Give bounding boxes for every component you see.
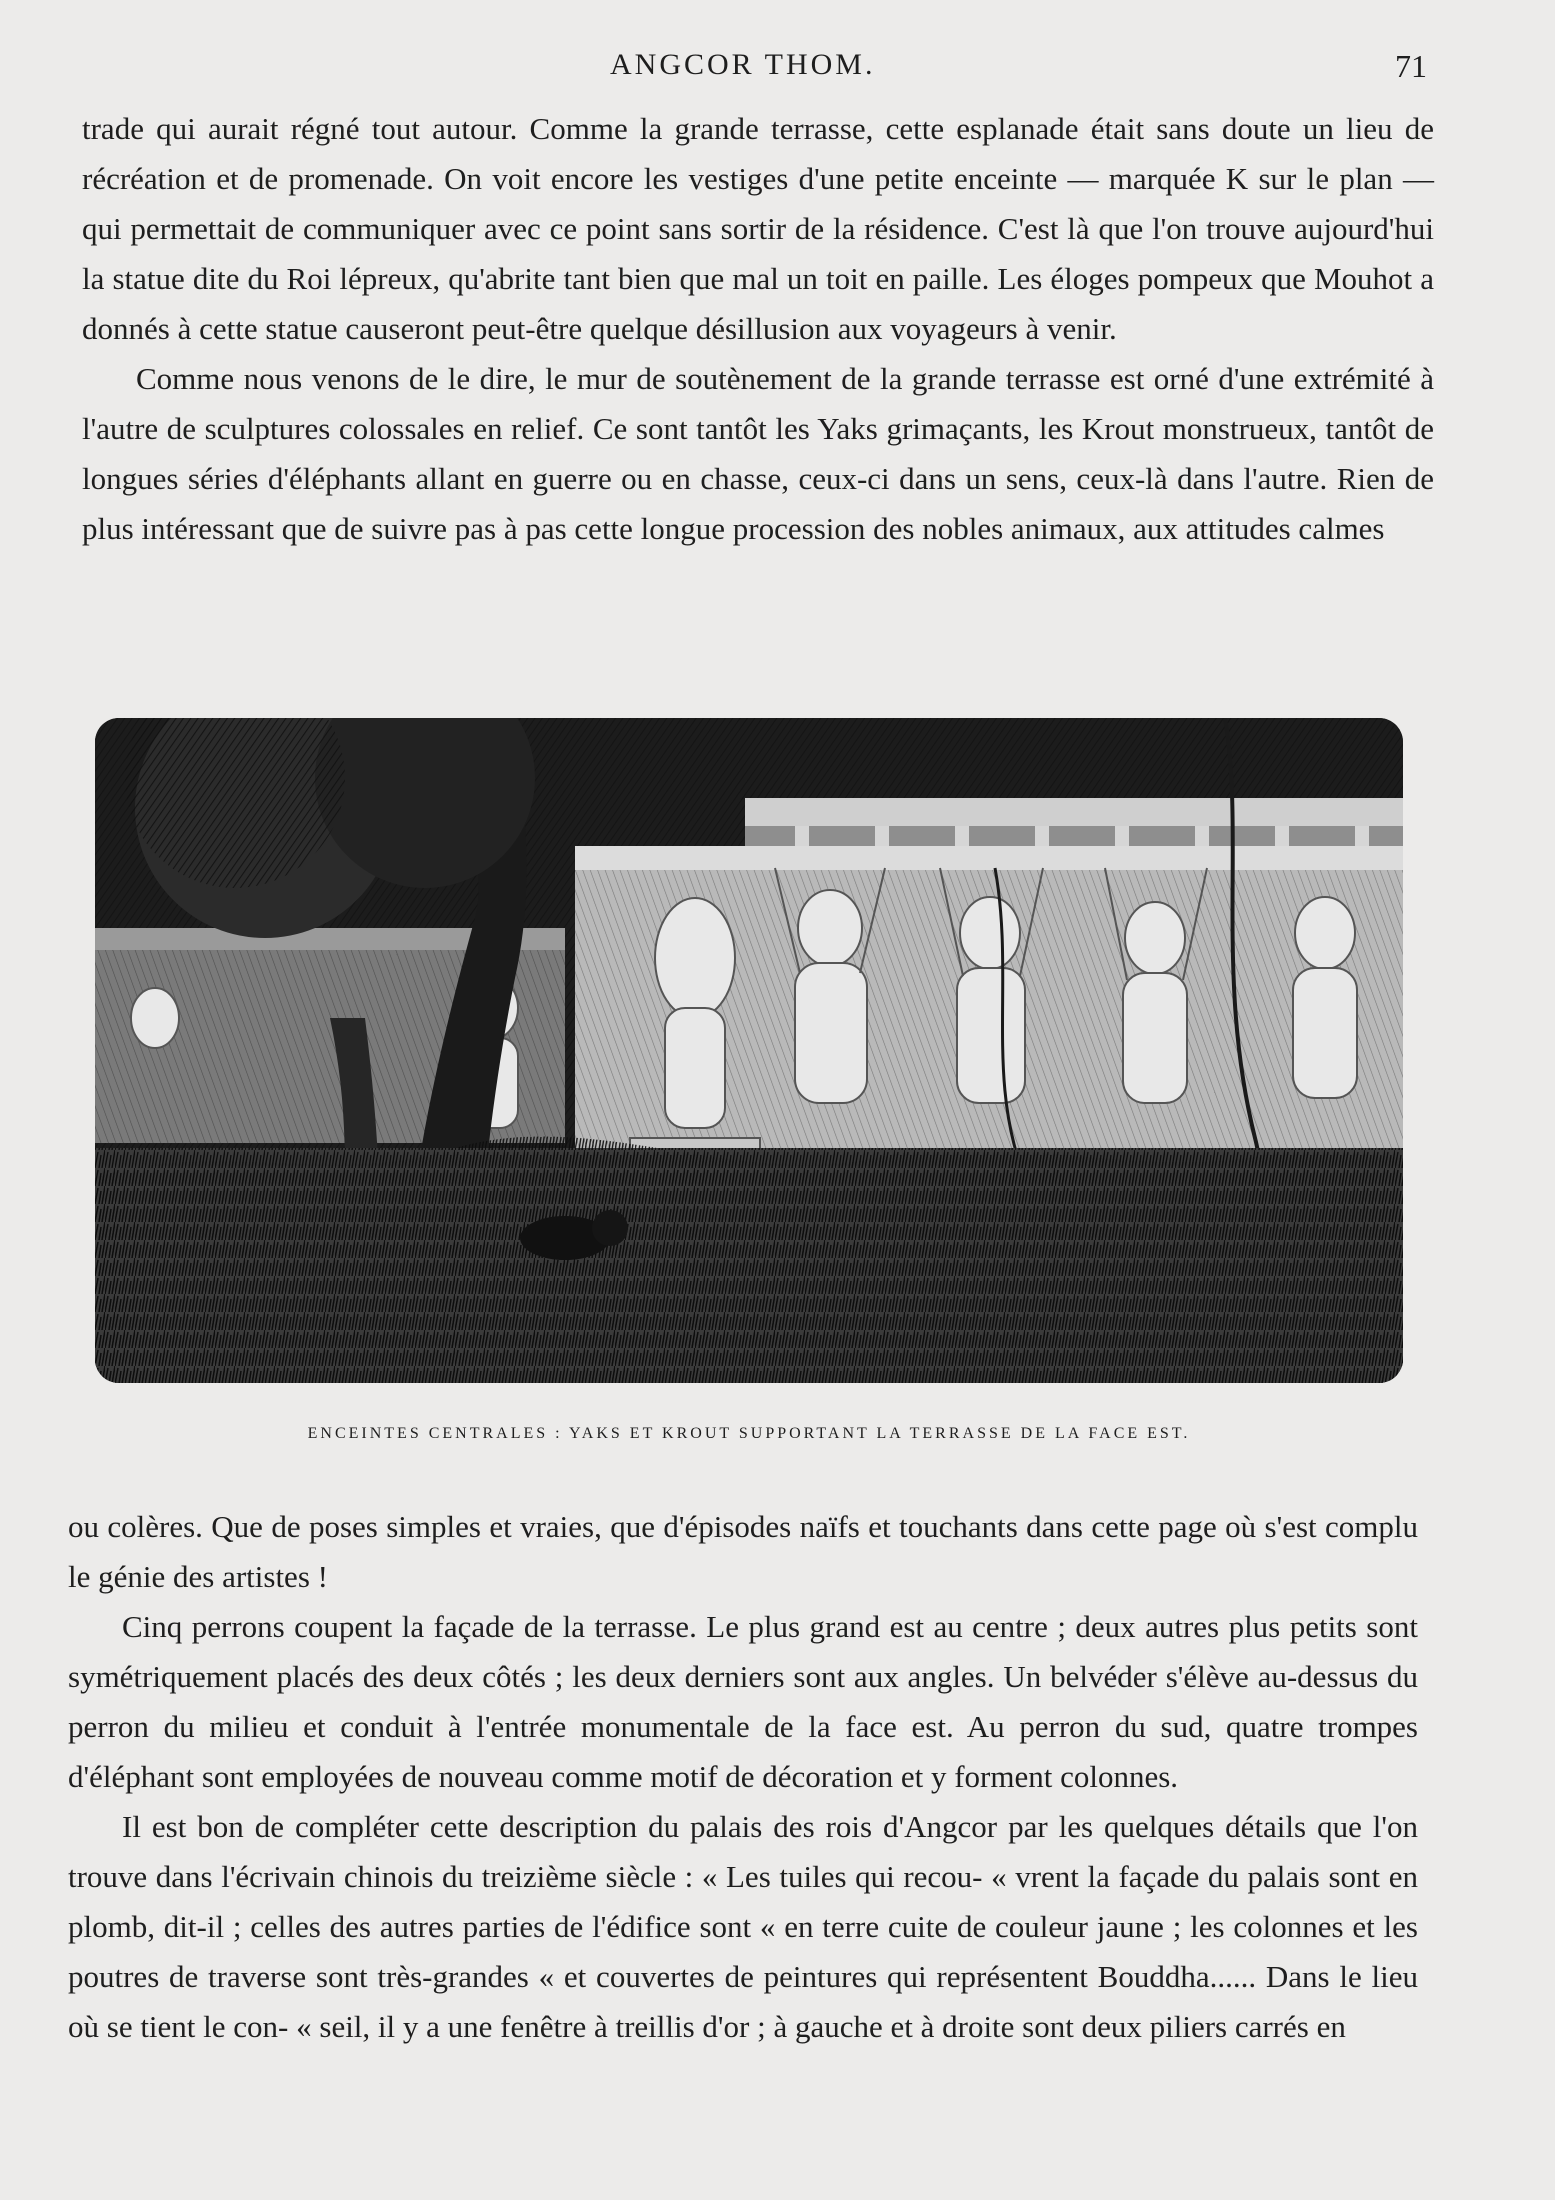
paragraph: Comme nous venons de le dire, le mur de soutènement de la grande terrasse est orné d'une extrémité à l'autre de sculptures colossales en relief. Ce sont tantôt les Yaks grimaçants, les Krout monstrueux, tantôt de longues séries d'éléphants allant en guerre ou en chasse, ceux-ci dans un sens, ceux-là dans l'autre. Rien de plus intéressant que de suivre pas à pas cette longue procession des nobles animaux, aux attitudes calmes: [82, 361, 1434, 546]
body-text-bottom: [68, 1502, 1418, 2052]
running-title: ANGCOR THOM.: [610, 48, 876, 81]
paragraph: Cinq perrons coupent la façade de la terrasse. Le plus grand est au centre ; deux autres plus petits sont symétriquement placés des deux côtés ; les deux derniers sont aux angles. Un belvéder s'élève au-dessus du perron du milieu et conduit à l'entrée monumentale de la face est. Au perron du sud, quatre trompes d'éléphant sont employées de nouveau comme motif de décoration et y forment colonnes.: [68, 1609, 1418, 1794]
paragraph: ou colères. Que de poses simples et vraies, que d'épisodes naïfs et touchants dans cette page où s'est complu le génie des artistes !: [68, 1509, 1418, 1594]
page-number: 71: [1395, 48, 1427, 84]
engraving-illustration: [95, 718, 1403, 1383]
running-head: [0, 48, 1555, 88]
engraving-picture: [95, 718, 1403, 1383]
paragraph: trade qui aurait régné tout autour. Comme la grande terrasse, cette esplanade était sans doute un lieu de récréation et de promenade. On voit encore les vestiges d'une petite enceinte — marquée K sur le plan — qui permettait de communiquer avec ce point sans sortir de la résidence. C'est là que l'on trouve aujourd'hui la statue dite du Roi lépreux, qu'abrite tant bien que mal un toit en paille. Les éloges pompeux que Mouhot a donnés à cette statue causeront peut-être quelque désillusion aux voyageurs à venir.: [82, 111, 1434, 346]
paragraph: Il est bon de compléter cette description du palais des rois d'Angcor par les quelques détails que l'on trouve dans l'écrivain chinois du treizième siècle : « Les tuiles qui recou- « vrent la façade du palais sont en plomb, dit-il ; celles des autres parties de l'édifice sont « en terre cuite de couleur jaune ; les colonnes et les poutres de traverse sont très-grandes « et couvertes de peintures qui représentent Bouddha...... Dans le lieu où se tient le con- « seil, il y a une fenêtre à treillis d'or ; à gauche et à droite sont deux piliers carrés en: [68, 1809, 1418, 2044]
body-text-top: [82, 104, 1434, 554]
illustration-caption: ENCEINTES CENTRALES : YAKS ET KROUT SUPPORTANT LA TERRASSE DE LA FACE EST.: [307, 1425, 1191, 1442]
